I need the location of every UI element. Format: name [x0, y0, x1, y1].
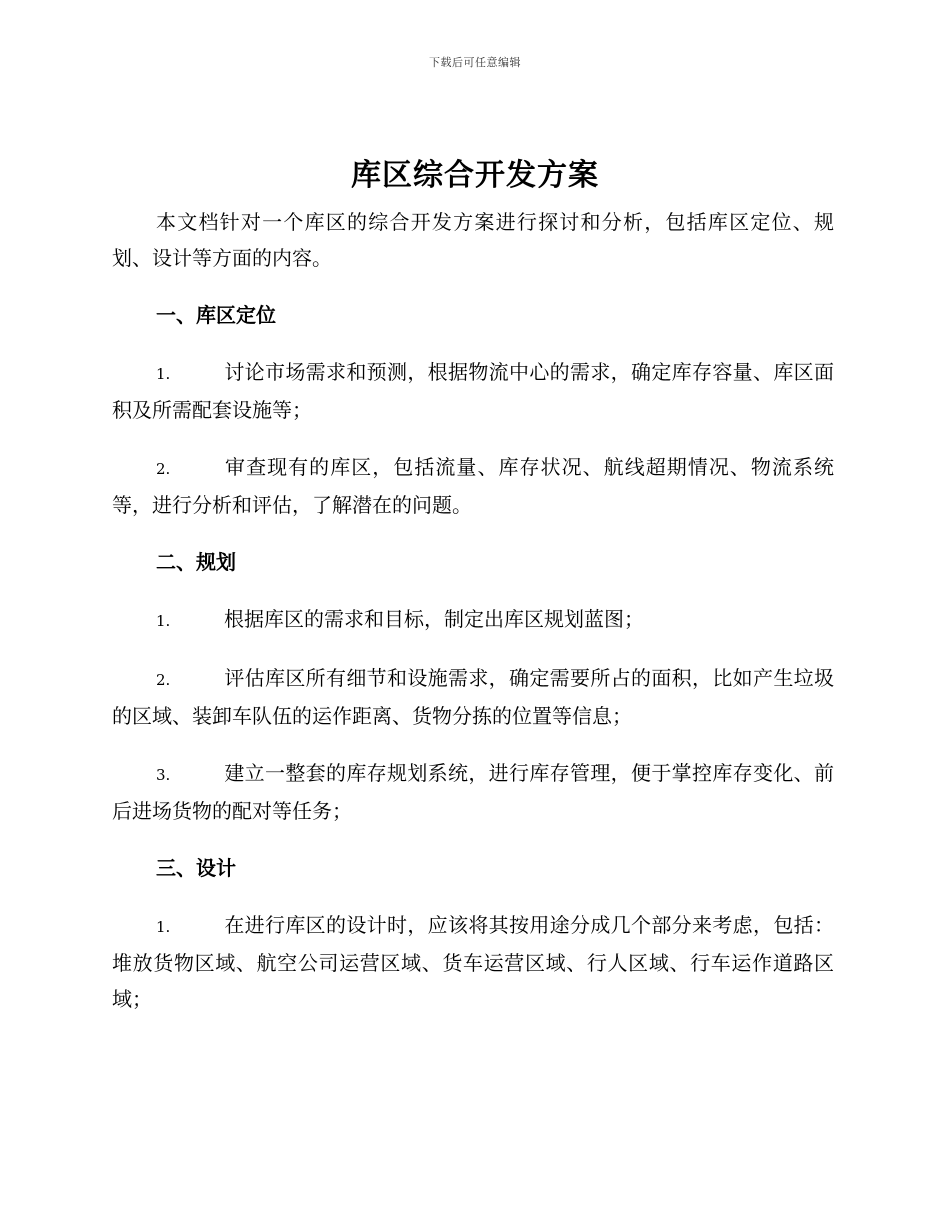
list-item: [112, 755, 834, 829]
item-text: 讨论市场需求和预测，根据物流中心的需求，确定库存容量、库区面积及所需配套设施等；: [112, 360, 834, 422]
list-item: [112, 354, 834, 428]
item-number: 3.: [156, 766, 171, 784]
item-text: 在进行库区的设计时，应该将其按用途分成几个部分来考虑，包括：堆放货物区域、航空公司运营区域、货车运营区域、行人区域、行车运作道路区域；: [112, 913, 834, 1011]
item-text: 根据库区的需求和目标，制定出库区规划蓝图；: [224, 607, 644, 631]
item-text: 建立一整套的库存规划系统，进行库存管理，便于掌控库存变化、前后进场货物的配对等任务；: [112, 761, 834, 823]
item-number: 1.: [156, 365, 171, 383]
item-number: 2.: [156, 460, 171, 478]
list-item: [112, 907, 834, 1017]
section-heading-positioning: 一、库区定位: [156, 303, 276, 327]
intro-paragraph: 本文档针对一个库区的综合开发方案进行探讨和分析，包括库区定位、规划、设计等方面的内容。: [112, 210, 834, 270]
header-note: 下载后可任意编辑: [429, 56, 521, 69]
item-number: 2.: [156, 671, 171, 689]
item-number: 1.: [156, 918, 171, 936]
item-number: 1.: [156, 612, 171, 630]
list-item: [112, 601, 834, 639]
list-item: [112, 449, 834, 523]
section-heading-planning: 二、规划: [156, 550, 236, 574]
item-text: 审查现有的库区，包括流量、库存状况、航线超期情况、物流系统等，进行分析和评估，了解潜在的问题。: [112, 455, 834, 517]
document-title: 库区综合开发方案: [351, 158, 599, 193]
section-heading-design: 三、设计: [156, 856, 236, 880]
list-item: [112, 660, 834, 734]
document-body: [112, 204, 834, 1038]
item-text: 评估库区所有细节和设施需求，确定需要所占的面积，比如产生垃圾的区域、装卸车队伍的运作距离、货物分拣的位置等信息；: [112, 666, 834, 728]
